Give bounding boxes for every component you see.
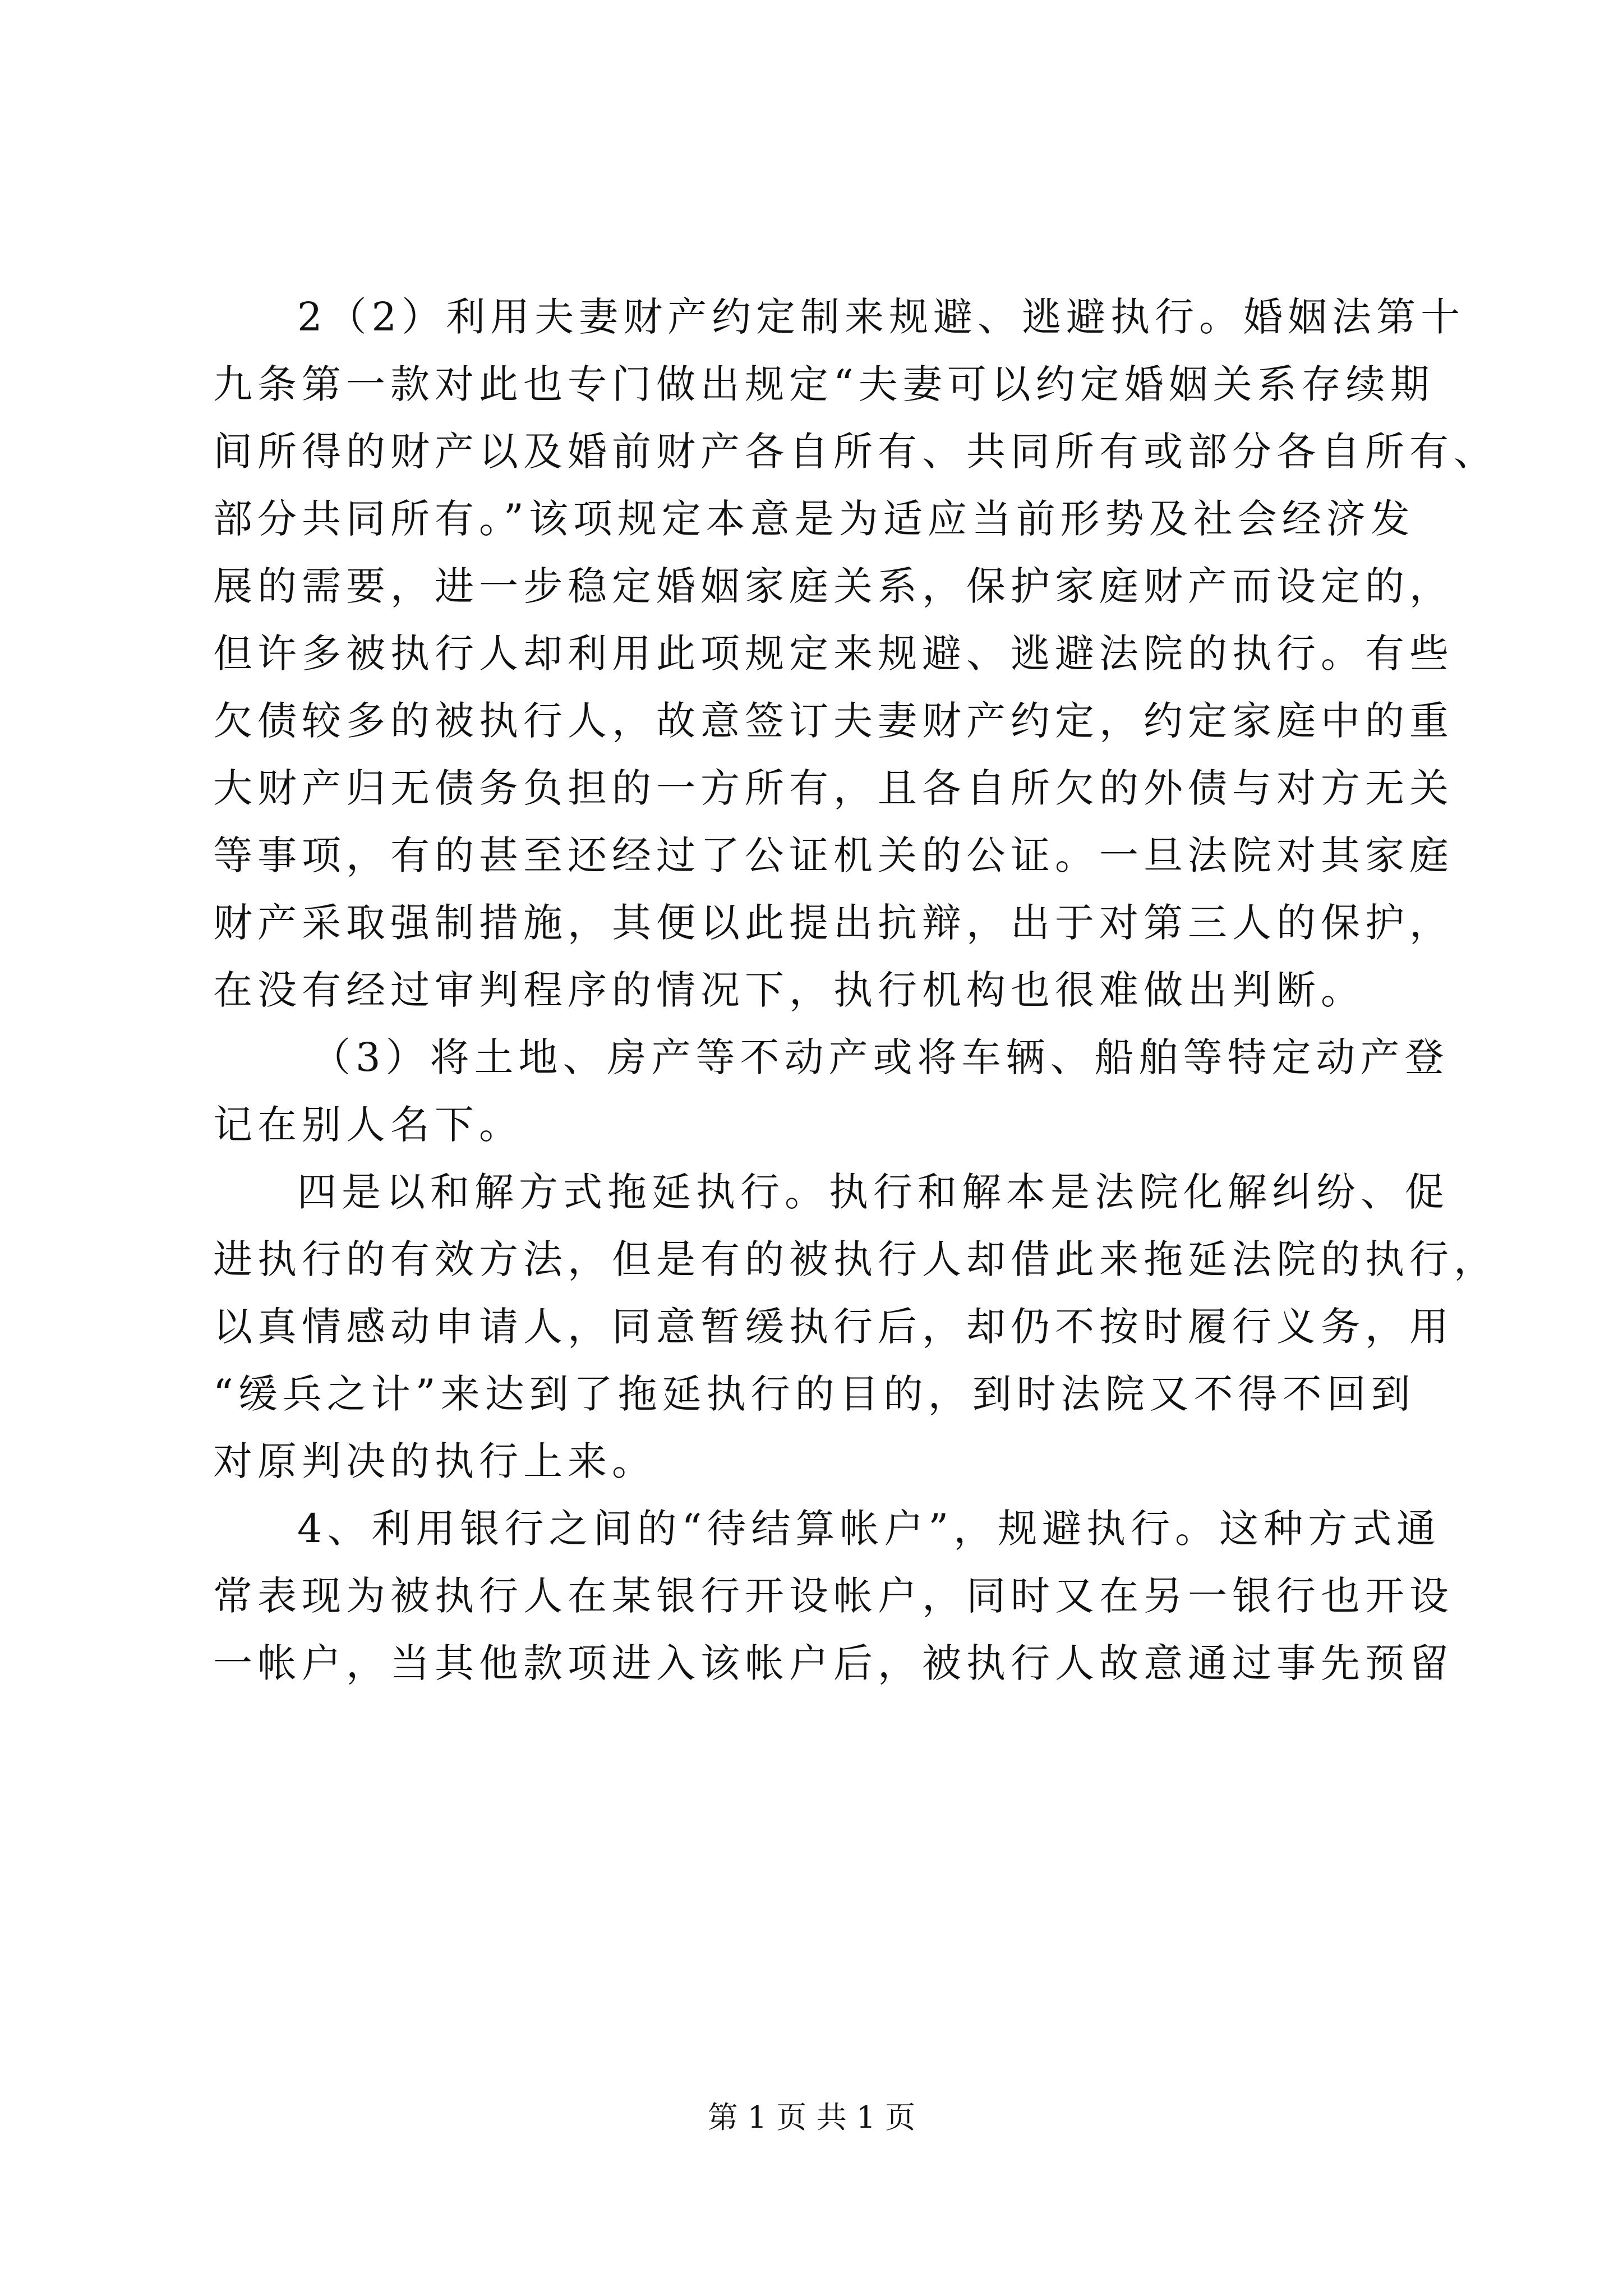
text-line: 部分共同所有。”该项规定本意是为适应当前形势及社会经济发 xyxy=(213,496,1415,542)
text-line: 间所得的财产以及婚前财产各自所有、共同所有或部分各自所有、 xyxy=(213,429,1498,475)
text-line: 等事项，有的甚至还经过了公证机关的公证。一旦法院对其家庭 xyxy=(213,832,1454,878)
text-line: 以真情感动申请人，同意暂缓执行后，却仍不按时履行义务，用 xyxy=(213,1304,1454,1350)
text-line: 但许多被执行人却利用此项规定来规避、逃避法院的执行。有些 xyxy=(213,631,1454,677)
text-line: “缓兵之计”来达到了拖延执行的目的，到时法院又不得不回到 xyxy=(213,1371,1415,1417)
text-line: 九条第一款对此也专门做出规定“夫妻可以约定婚姻关系存续期 xyxy=(213,361,1435,407)
text-line: 常表现为被执行人在某银行开设帐户，同时又在另一银行也开设 xyxy=(213,1573,1454,1619)
text-line: 记在别人名下。 xyxy=(213,1102,523,1148)
text-line: 进执行的有效方法，但是有的被执行人却借此来拖延法院的执行， xyxy=(213,1236,1498,1282)
text-line: 4、利用银行之间的“待结算帐户”，规避执行。这种方式通 xyxy=(297,1506,1441,1552)
text-line: 大财产归无债务负担的一方所有，且各自所欠的外债与对方无关 xyxy=(213,765,1454,811)
text-line: （3）将土地、房产等不动产或将车辆、船舶等特定动产登 xyxy=(311,1034,1449,1080)
text-line: 在没有经过审判程序的情况下，执行机构也很难做出判断。 xyxy=(213,967,1365,1013)
text-line: 欠债较多的被执行人，故意签订夫妻财产约定，约定家庭中的重 xyxy=(213,698,1454,744)
text-line: 展的需要，进一步稳定婚姻家庭关系，保护家庭财产而设定的， xyxy=(213,563,1454,609)
text-line: 一帐户，当其他款项进入该帐户后，被执行人故意通过事先预留 xyxy=(213,1640,1454,1686)
text-line: 2（2）利用夫妻财产约定制来规避、逃避执行。婚姻法第十 xyxy=(297,294,1465,340)
text-line: 对原判决的执行上来。 xyxy=(213,1438,656,1484)
page-number-footer: 第 1 页 共 1 页 xyxy=(707,2100,916,2135)
text-line: 四是以和解方式拖延执行。执行和解本是法院化解纠纷、促 xyxy=(297,1169,1449,1215)
text-line: 财产采取强制措施，其便以此提出抗辩，出于对第三人的保护， xyxy=(213,900,1454,946)
